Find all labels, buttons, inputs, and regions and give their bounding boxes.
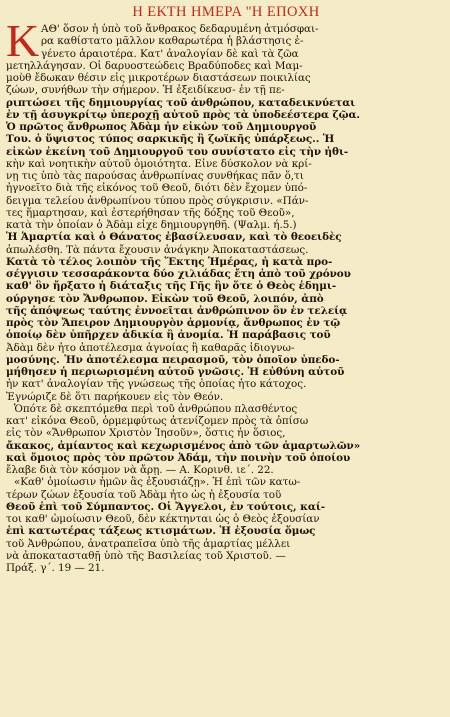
text-line: τες ἥμαρτησαν, καὶ ἐστερήθησαν τῆς δόξης τοῦ Θεοῦ», [6,206,295,219]
text-line: κατὰ τὴν ὁποίαν ὁ Ἀδὰμ εἶχε δημιουργηθῆ. (Ψαλμ. ή.5.) [6,219,297,231]
text-line: τοῦ Ἀνθρώπου, ἀνατραπεῖσα ὑπὸ τῆς ἁμαρτίας μέλλει [6,537,291,550]
text-line: «Καθ' ὁμοίωσιν ἡμῶν ἂς ἐξουσιάζῃ». Ἡ ἐπὶ τῶν κατω- [14,476,301,489]
text-line: εἰκὼν ἐκείνη τοῦ Δημιουργοῦ του συνίστατο εἰς τὴν ἠθι- [6,145,349,158]
text-line: Ἡ Ἁμαρτία καὶ ὁ Θάνατος ἐβασίλευσαν, καὶ τὸ θεοειδὲς [6,231,342,244]
text-line: ἠγνοεῖτο διὰ τῆς εἰκόνος τοῦ Θεοῦ, διότι δὲν ἔχομεν ὑπό- [6,182,308,195]
text-line: Ὁπότε δὲ σκεπτόμεθα περὶ τοῦ ἀνθρώπου πλασθέντος [14,402,298,415]
text-line: Του. ὁ ὕψιστος τύπος σαρκικῆς ἢ ζωϊκῆς ὑπάρξεως.. Ἡ [6,133,335,146]
text-line: μοὺθ ἔδωκαν θέσιν εἰς μικροτέρων διαστάσεων ποικιλίας [6,72,311,84]
text-line: σέγγισιν τεσσαράκοντα δύο χιλιάδας ἔτη ἀπὸ τοῦ χρόνου [6,268,351,280]
text-line: μήθησεν ἡ περιωρισμένη αὐτοῦ γνῶσις. Ἡ εὐθύνη αὐτοῦ [6,366,345,378]
text-line: ούργησε τὸν Ἄνθρωπον. Εἰκὼν τοῦ Θεοῦ, λοιπόν, ἀπὸ [6,292,324,305]
text-line: νὰ ἀποκατασταθῇ ὑπὸ τῆς Βασιλείας τοῦ Χριστοῦ. — [6,549,286,562]
text-line: ζώων, συνήθων τὴν σήμερον. Ἡ ἐξειδίκευσ- ἐν τῇ πε- [6,84,285,97]
text-line: ρα καθίστατο μᾶλλον καθαρωτέρα ἡ βλάστησις ἐ- [41,35,304,48]
text-line: κὴν καὶ νοητικὴν αὐτοῦ ὁμοιότητα. Εἶνε δύσκολον νὰ κρί- [6,157,312,170]
text-line: ΑΘ' ὅσον ἡ ὑπὸ τοῦ ἄνθρακος δεδαρυμένη ἀτμόσφαι- [41,23,319,35]
text-line: τῆς ἀπόψεως ταύτης ἐννοεῖται ἀνθρώπινον ὂν ἐν τελείᾳ [6,304,348,317]
text-line: τέρων ζώων ἐξουσία τοῦ Ἀδὰμ ἦτο ὡς ἡ ἐξουσία τοῦ [6,488,282,501]
text-line: ἀπωλέσθη. Τὰ πάντα ἔχουσιν ἀνάγκην Ἀποκαταστάσεως. [6,243,309,256]
text-line: νῃ τις ὑπὸ τὰς παρούσας ἀνθρωπίνας συνθήκας πᾶν ὅ,τι [6,170,304,182]
text-line: Κατὰ τὸ τέλος λοιπὸν τῆς Ἕκτης Ἡμέρας, ἡ κατὰ προ- [6,255,333,268]
text-line: ἔλαβε διὰ τὸν κόσμον νὰ ἄρῃ. — Α. Κορινθ. ιε΄. 22. [6,464,274,476]
text-line: Θεοῦ ἐπὶ τοῦ Σύμπαντος. Οἱ Ἄγγελοι, ἐν τούτοις, καί- [6,500,326,513]
text-line: ὁποίῳ δὲν ὑπῆρχεν ἀδικία ἢ ἀνομία. Ἡ παράβασις τοῦ [6,329,331,342]
text-line: ἐν τῇ ἀσυγκρίτῳ ὑπεροχῇ αὐτοῦ πρὸς τὰ ὑποδεέστερα ζῷα. [6,108,360,121]
text-line: ἐπὶ κατωτέρας τάξεως κτισμάτων. Ἡ ἐξουσία ὅμως [6,525,316,538]
text-line: καθ' ὃν ἤρξατο ἡ διάταξις τῆς Γῆς ἣν ὅτε ὁ Θεὸς ἐδημι- [6,280,337,293]
text-line: πρὸς τὸν Ἄπειρον Δημιουργὸν ἁρμονίᾳ, ἄνθρωπος ἐν τῷ [6,317,341,329]
text-line: ριπτώσει τῆς δημιουργίας τοῦ ἀνθρώπου, καταδεικνύεται [6,96,356,109]
text-line: μετηλλάγησαν. Οἱ δαρυοστεώδεις Βραδύποδες καὶ Μαμ- [6,59,303,72]
text-line: ἄκακος, ἀμίαντος καὶ κεχωρισμένος ἀπὸ τῶν ἁμαρτωλῶν» [6,439,361,452]
text-line: μοσύνης. Ἦν ἀποτέλεσμα πειρασμοῦ, τὸν ὁποῖον ὑπεδο- [6,353,340,366]
text-line: Πράξ. γ΄. 19 — 21. [6,562,105,574]
text-line: Ἐγνώριζε δὲ ὅτι παρήκουεν εἰς τὸν Θεόν. [6,390,224,403]
text-line: κατ' εἰκόνα Θεοῦ, ὁρμεμφύτως ἀτενίζομεν πρὸς τὰ ὀπίσω [6,415,309,427]
page-title: Η ΕΚΤΗ ΗΜΕΡΑ "Η ΕΠΟΧΗ [132,4,320,20]
text-line: ἦν κατ' ἀναλογίαν τῆς γνώσεως τῆς ὁποίας ἦτο κάτοχος. [6,378,307,391]
text-line: καὶ ὅμοιος πρὸς τὸν πρῶτον Ἀδάμ, τὴν ποινὴν τοῦ ὁποίου [6,451,351,464]
article-body [6,15,446,574]
text-line: γένετο ἀραιοτέρα. Κατ' ἀναλογίαν δὲ καὶ τὰ ζῶα [41,47,299,60]
drop-cap: Κ [6,15,40,66]
text-line: εἰς τὸν «Ἄνθρωπον Χριστὸν Ἰησοῦν», ὅστις ἦν ὅσιος, [6,427,286,440]
text-line: Ὁ πρῶτος ἄνθρωπος Ἀδὰμ ἦν εἰκὼν τοῦ Δημιουργοῦ [6,121,317,133]
text-line: τοι καθ' ὡμοίωσιν Θεοῦ, δὲν κέκτηνται ὡς ὁ Θεὸς ἐξουσίαν [6,513,320,525]
text-line: Ἀδὰμ δὲν ἦτο ἀποτέλεσμα ἀγνοίας ἢ καθαρᾶς ἰδιογνω- [6,341,295,354]
text-line: δειγμα τελείου ἀνθρωπίνου τύπου πρὸς σύγκρισιν. «Πάν- [6,194,309,207]
